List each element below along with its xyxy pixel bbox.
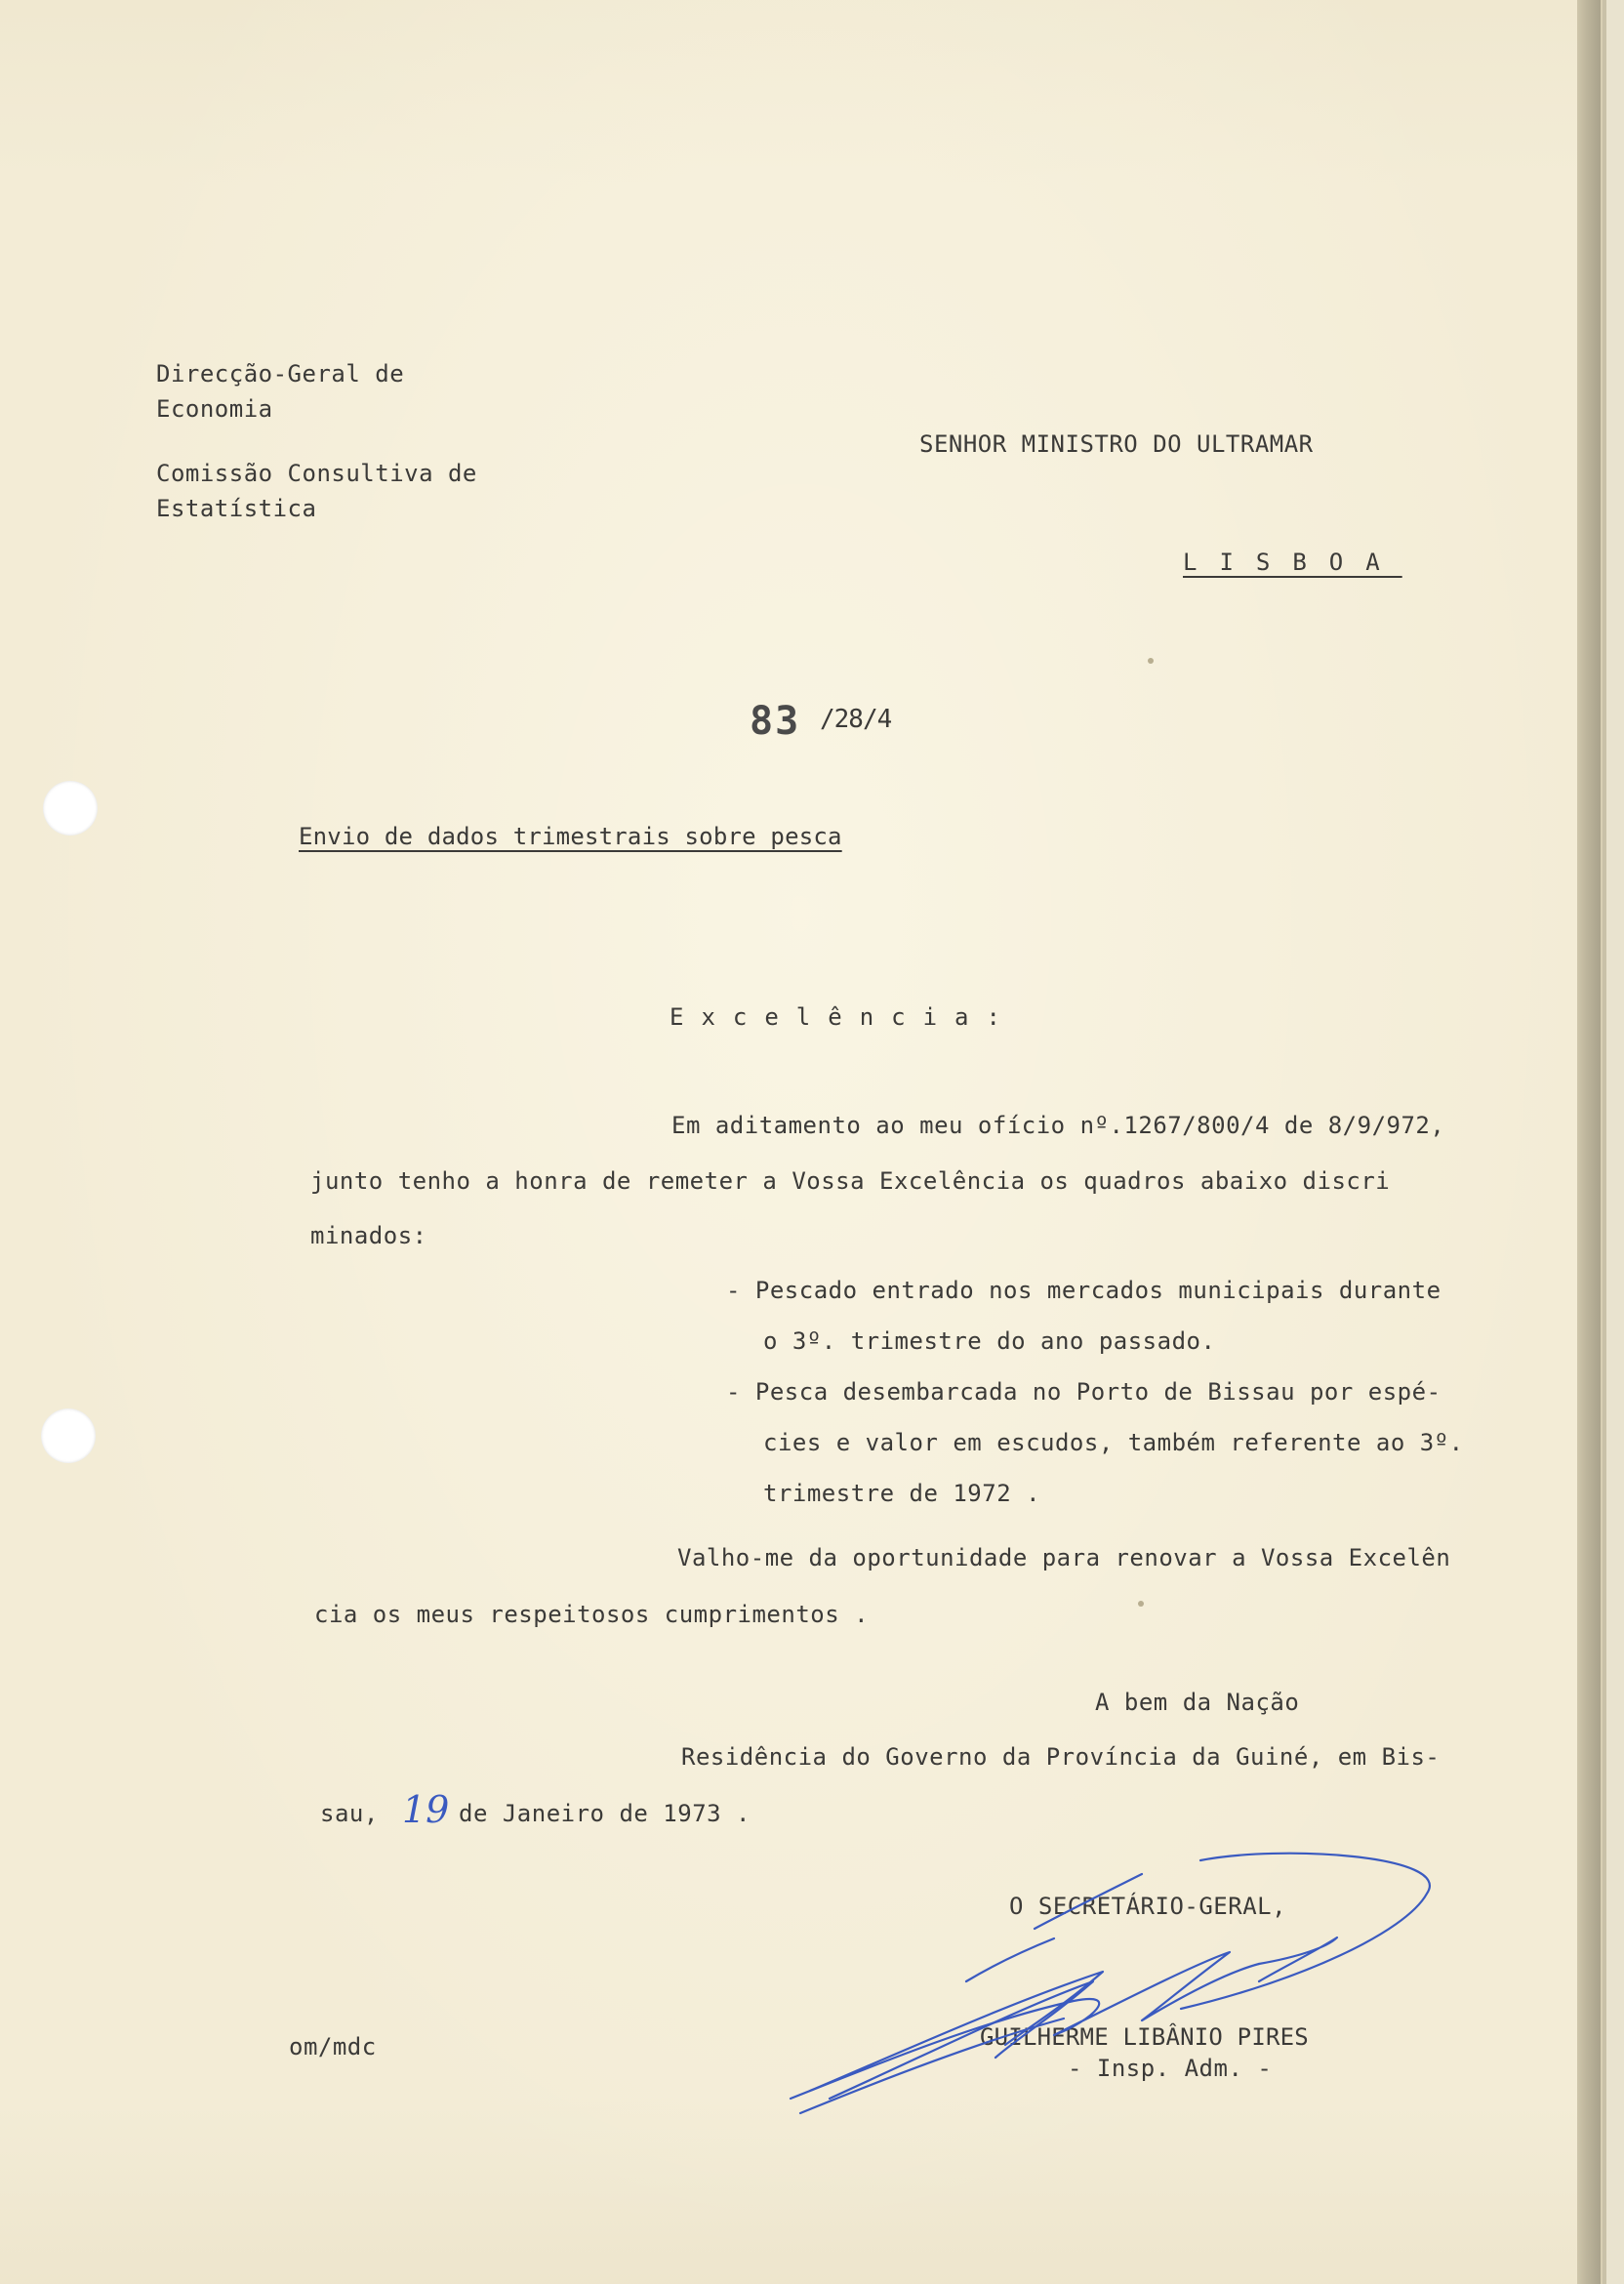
body-line: junto tenho a honra de remeter a Vossa Excelência os quadros abaixo discri: [310, 1167, 1391, 1195]
sender-line-1: Direcção-Geral de: [156, 360, 405, 387]
addressee-city: LISBOA: [1183, 549, 1402, 576]
handwritten-signature: [771, 1835, 1474, 2128]
list-item-1-line-1: - Pescado entrado nos mercados municipais durante: [726, 1277, 1441, 1304]
typist-initials: om/mdc: [289, 2033, 377, 2060]
page-edge: [1577, 0, 1601, 2284]
body-line: Valho-me da oportunidade para renovar a Vossa Excelên: [677, 1544, 1451, 1571]
closing-line-2: Residência do Governo da Província da Guiné, em Bis-: [681, 1743, 1441, 1771]
signatory-title: - Insp. Adm. -: [1068, 2055, 1273, 2082]
signatory-name: GUILHERME LIBÂNIO PIRES: [980, 2023, 1309, 2051]
closing-date-suffix: de Janeiro de 1973 .: [459, 1800, 751, 1827]
closing-line-1: A bem da Nação: [1095, 1689, 1300, 1716]
addressee-title: SENHOR MINISTRO DO ULTRAMAR: [919, 430, 1314, 458]
closing-date-prefix: sau,: [320, 1800, 379, 1827]
reference-code: /28/4: [820, 705, 892, 734]
body-line: Em aditamento ao meu ofício nº.1267/800/4 de 8/9/972,: [671, 1112, 1445, 1139]
body-line: minados:: [310, 1222, 427, 1249]
list-item-1-line-2: o 3º. trimestre do ano passado.: [763, 1327, 1216, 1355]
subject-line: Envio de dados trimestrais sobre pesca: [299, 823, 842, 850]
sender-line-3: Comissão Consultiva de: [156, 460, 477, 487]
handwritten-day: 19: [402, 1788, 450, 1831]
body-line: cia os meus respeitosos cumprimentos .: [314, 1601, 870, 1628]
list-item-2-line-1: - Pesca desembarcada no Porto de Bissau por espé-: [726, 1378, 1441, 1406]
list-item-2-line-2: cies e valor em escudos, também referente ao 3º.: [763, 1429, 1464, 1456]
paper-speck: [1138, 1601, 1144, 1607]
sender-line-2: Economia: [156, 395, 273, 423]
list-item-2-line-3: trimestre de 1972 .: [763, 1480, 1041, 1507]
paper-speck: [1148, 658, 1154, 664]
punch-hole-top: [43, 781, 98, 836]
punch-hole-bottom: [41, 1408, 96, 1463]
reference-number: 83: [750, 699, 801, 744]
sender-line-4: Estatística: [156, 495, 317, 522]
salutation: Excelência:: [670, 1003, 1018, 1031]
signatory-role: O SECRETÁRIO-GERAL,: [1009, 1893, 1287, 1920]
